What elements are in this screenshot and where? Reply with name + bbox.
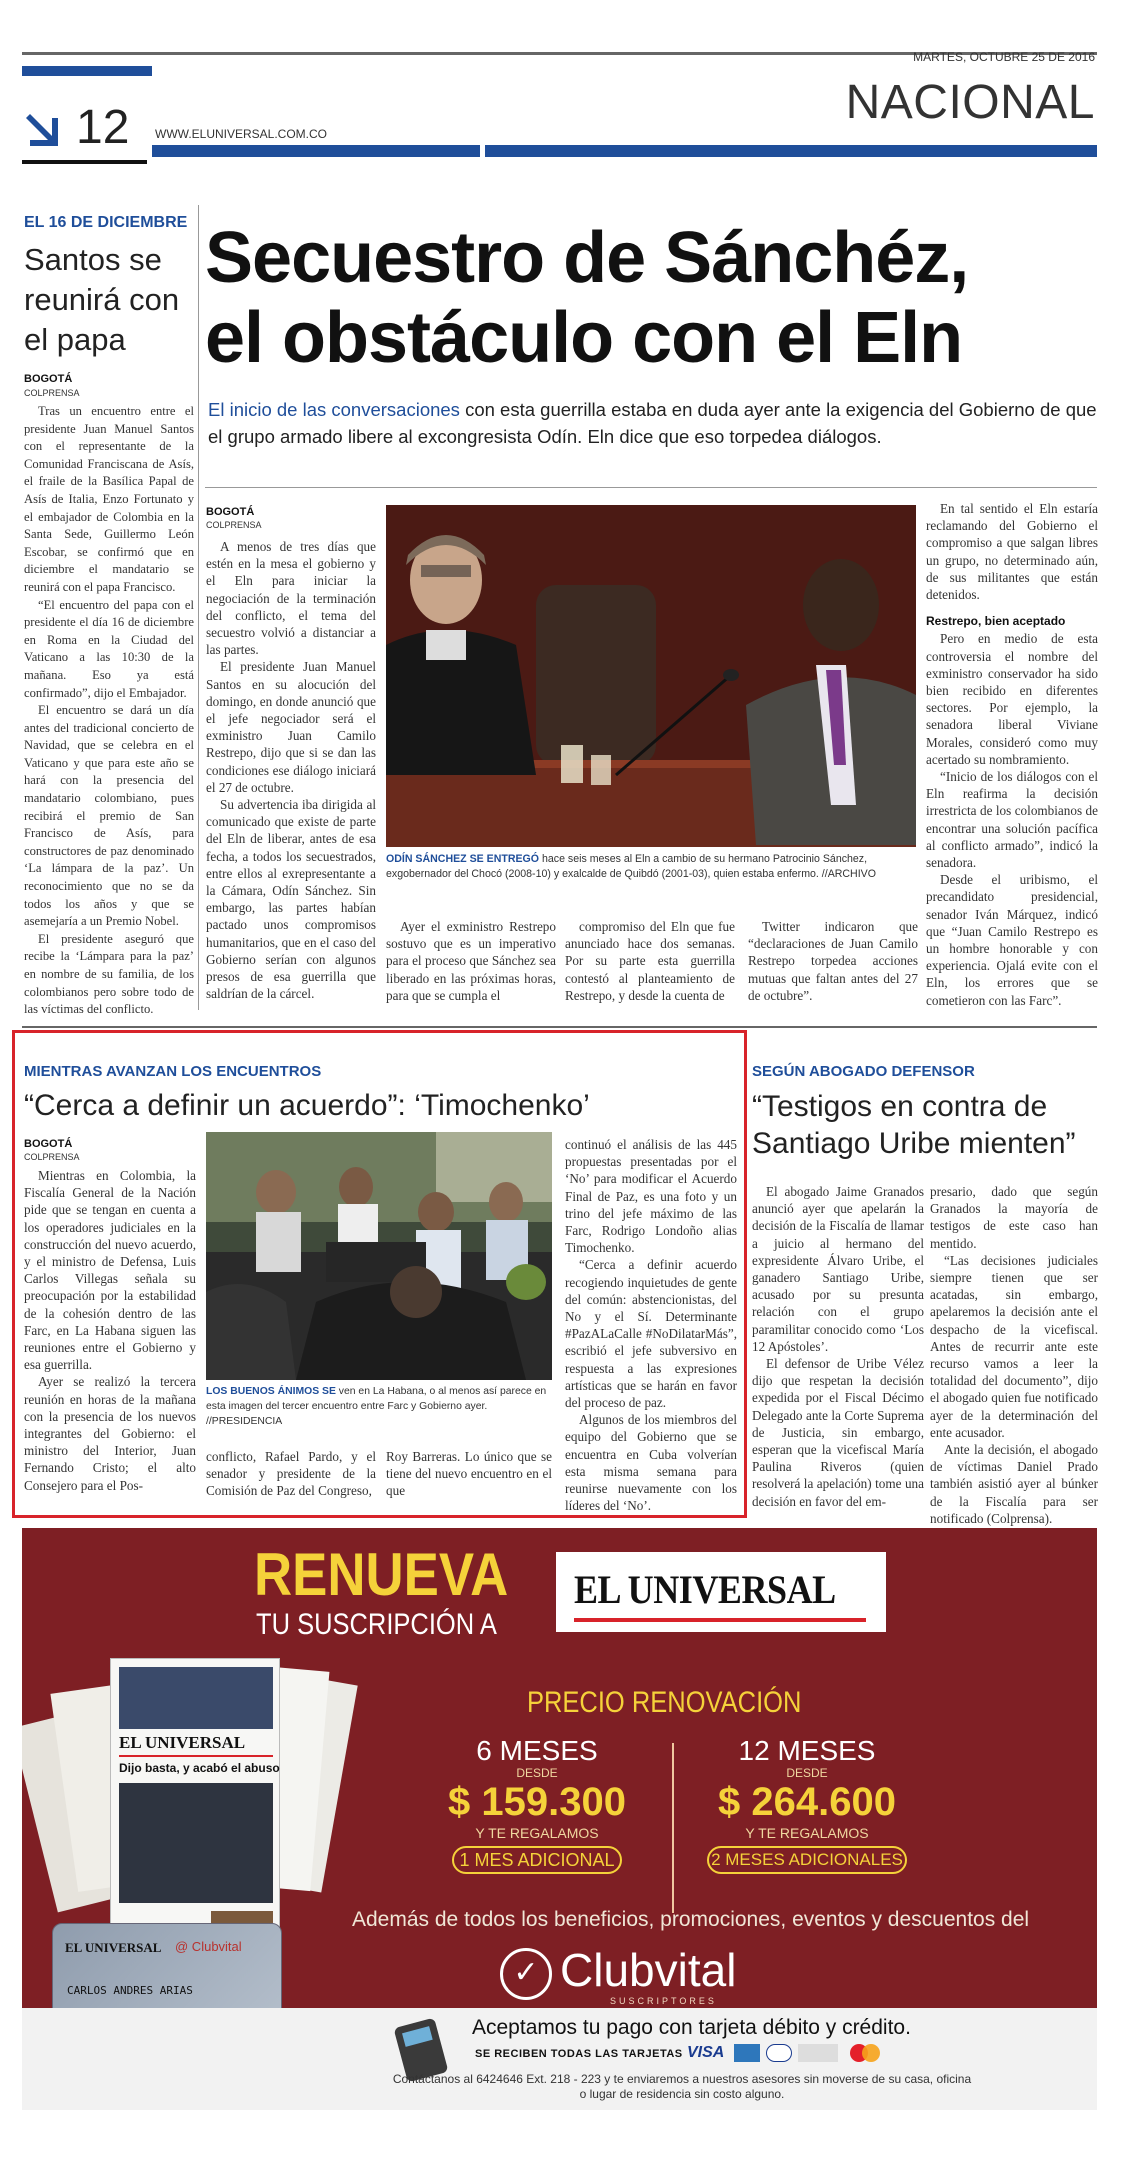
paragraph: El abogado Jaime Granados anunció ayer que apelarán la decisión de la Fiscalía de llamar a juicio al hermano del expresidente Álvaro Uribe, el ganadero Santiago Uribe, acusado por su presunta relación con el grupo paramilitar conocido como ‘Los 12 Apóstoles’. [752, 1184, 924, 1354]
paragraph: El defensor de Uribe Vélez dijo que respetan la decisión expedida por el Fiscal Décimo Delegado ante la Corte Suprema de Justicia, sin embargo, esperan que la vicefiscal María Paulina Riveros (quien resolverá la apelación) tome una decisión en favor del em- [752, 1356, 924, 1509]
page-arrow-icon [24, 108, 72, 156]
main-photo [386, 505, 916, 847]
ad-precio-renovacion: PRECIO RENOVACIÓN [527, 1686, 802, 1719]
header-blue-bar-2 [485, 145, 1097, 157]
paragraph: “Inicio de los diálogos con el Eln reafirma la decisión irrestricta de los colombianos de encontrar una solución pacífica al conflicto armado”, indicó la senadora. [926, 769, 1098, 871]
main-deck-lead: El inicio de las conversaciones [208, 399, 460, 420]
ad-logo-underline [574, 1618, 866, 1622]
paragraph: “Cerca a definir acuerdo recogiendo inquietudes de gente del común: abstencionistas, del No y el Sí. Determinante #PazALaCalle #NoDilatarMás”, escribió el jefe subversivo en respuesta a las expresiones artísticas que se harán en favor del proceso de paz. [565, 1257, 737, 1411]
story3-col-1 [752, 1183, 924, 1510]
story2-photo [206, 1132, 552, 1380]
ad-payment-strip [22, 2008, 1097, 2110]
ad-plan-6 [417, 1736, 657, 1874]
card-logo: EL UNIVERSAL [65, 1940, 162, 1955]
paragraph: Desde el uribismo, el precandidato presidencial, senador Iván Márquez, indicó que “Juan Camilo Restrepo es un hombre honorable y con experiencia. Ojalá evite con el Eln, los errores que se cometieron con las Farc”. [926, 872, 1098, 1008]
main-col-1 [206, 538, 376, 1002]
paragraph: continuó el análisis de las 445 propuestas presentadas por el ‘No’ para modificar el Acuerdo Final de Paz, es una foto y un trino del jefe máximo de las Farc, Rodrigo Londoño alias Timochenko. [565, 1137, 737, 1256]
main-right-subhead: Restrepo, bien aceptado [926, 614, 1066, 629]
ad-renueva: RENUEVA [254, 1541, 509, 1608]
paragraph: Mientras en Colombia, la Fiscalía General de la Nación pide que se tengan en cuenta a los operadores judiciales en la construcción del nuevo acuerdo, y el ministro de Defensa, Luis Carlos Villegas señala su preocupación por la estabilidad de la cohesión dentro de las Farc, en La Habana siguen las reuniones entre el Gobierno y esa guerrilla. [24, 1168, 196, 1373]
story2-under-col-2 [386, 1448, 552, 1500]
story2-caption-lead: LOS BUENOS ÁNIMOS SE [206, 1386, 336, 1397]
story2-agency: COLPRENSA [24, 1152, 80, 1162]
ad-plan-divider [672, 1743, 674, 1913]
section-title: NACIONAL [845, 76, 1095, 129]
paragraph: El encuentro se dará un día antes del tradicional concierto de Navidad, que se celebra en el Vaticano y que para este año se hará con la presencia del mandatario colombiano, pues recibirá el premio de San Francisco de Asís, para constructores de paz denominado ‘La lámpara de la paz’. Un reconocimiento que no se da todos los años y que se asemejaría a un Premio Nobel. [24, 703, 194, 929]
main-right-col [926, 500, 1098, 1009]
story2-col-3 [565, 1136, 737, 1514]
ad-front-page [110, 1658, 280, 1958]
amex-icon [734, 2044, 760, 2062]
paragraph: presario, dado que según Granados la mayoría de testigos de este caso han mentido. [930, 1184, 1098, 1251]
ad-clubvital: Clubvital [560, 1944, 737, 1996]
paragraph: A menos de tres días que estén en la mesa el gobierno y el Eln para iniciar la negociación de la terminación del conflicto, el tema del secuestro volvió a distanciar a las partes. [206, 539, 376, 658]
story2-kicker: MIENTRAS AVANZAN LOS ENCUENTROS [24, 1063, 322, 1080]
page-number-underline [22, 160, 147, 164]
front-page-photo-top [119, 1667, 273, 1729]
paragraph: Su advertencia iba dirigida al comunicado que existe de parte del Eln de liberar, antes de esa fecha, a todos los secuestrados, entre ellos al exrepresentante a la Cámara, Odín Sánchez. Sin embargo, las partes habían pactado unos compromisos humanitarios, que en el caso del Gobierno serían con algunos presos de esa guerrilla que saldrían de la cárcel. [206, 797, 376, 1002]
paragraph: Ante la decisión, el abogado de víctimas Daniel Prado también asistió ayer al búnker de la Fiscalía para ser notificado (Colprensa). [930, 1442, 1098, 1526]
card-club: @ Clubvital [175, 1939, 242, 1954]
card-name: CARLOS ANDRES ARIAS [67, 1984, 193, 1997]
ad-logo: EL UNIVERSAL [574, 1567, 836, 1612]
main-bottom-col-1 [386, 918, 556, 1004]
main-dateline: BOGOTÁ [206, 506, 255, 518]
ad-pay-text: Aceptamos tu pago con tarjeta débito y crédito. [472, 2016, 911, 2039]
subscription-ad [22, 1528, 1097, 2110]
paragraph: Algunos de los miembros del equipo del Gobierno que se encuentra en Cuba volverían esta misma semana para reunirse nuevamente con los líderes del ‘No’. [565, 1412, 737, 1514]
sidebar-dateline: BOGOTÁ [24, 373, 73, 385]
front-page-logo: EL UNIVERSAL [119, 1733, 246, 1752]
story3-kicker: SEGÚN ABOGADO DEFENSOR [752, 1063, 975, 1080]
sidebar-body [24, 403, 194, 1019]
sidebar-headline: Santos se reunirá con el papa [24, 242, 180, 357]
main-bottom-col-2 [565, 918, 735, 1004]
plan-6-term: 6 MESES [476, 1735, 598, 1766]
plan-12-gift: Y TE REGALAMOS [745, 1825, 869, 1841]
diners-club-icon [798, 2044, 838, 2062]
clubvital-icon: ✓ [500, 1948, 552, 2000]
front-page-headline: Dijo basta, y acabó el abuso [119, 1761, 280, 1775]
plan-12-bonus: 2 MESES ADICIONALES [707, 1846, 907, 1874]
ad-contact: Contáctanos al 6424646 Ext. 218 - 223 y te enviaremos a nuestros asesores sin moverse de su casa, oficina o lugar de residencia sin costo alguno. [392, 2072, 972, 2101]
ad-logo-box [556, 1552, 886, 1632]
front-page-photo-main [119, 1783, 273, 1903]
page-number: 12 [76, 101, 130, 154]
website-url: WWW.ELUNIVERSAL.COM.CO [155, 127, 328, 141]
plan-12-price: $ 264.600 [718, 1780, 896, 1824]
plan-12-desde: DESDE [786, 1766, 828, 1780]
story2-headline: “Cerca a definir un acuerdo”: ‘Timochenko’ [24, 1089, 590, 1122]
ad-suscriptores: SUSCRIPTORES [610, 1996, 717, 2006]
main-photo-caption [386, 852, 916, 882]
visa-icon: VISA [687, 2044, 725, 2061]
paragraph: El presidente Juan Manuel Santos en su alocución del domingo, en donde anunció que el jefe negociador será el exministro Juan Camilo Restrepo, dijo que si se dan las condiciones ese diálogo iniciará el 27 de octubre. [206, 659, 376, 795]
main-photo-caption-text: hace seis meses al Eln a cambio de su hermano Patrocinio Sánchez, exgobernador del Chocó (2008-10) y exalcalde de Quibdó (2001-03), quien estaba enfermo. //ARCHIVO [386, 853, 876, 880]
paragraph: Ayer el exministro Restrepo sostuvo que es un imperativo para el proceso que Sánchez sea liberado en las próximas horas, para que se cumpla el [386, 919, 556, 1003]
sidebar-divider [198, 205, 199, 1010]
plan-6-bonus: 1 MES ADICIONAL [452, 1846, 622, 1874]
story3-headline: “Testigos en contra de Santiago Uribe mienten” [752, 1090, 1076, 1160]
paragraph: Roy Barreras. Lo único que se tiene del nuevo encuentro en el que [386, 1449, 552, 1499]
paragraph: Pero en medio de esta controversia el nombre del exministro conservador ha sido bien recibido en diferentes sectores. Por ejemplo, la senadora liberal Viviane Morales, consideró como muy acertado su nombramiento. [926, 631, 1098, 767]
paragraph: compromiso del Eln que fue anunciado hace dos semanas. Por su parte esta guerrilla contestó al planteamiento de Restrepo, y desde la cuenta de [565, 919, 735, 1003]
diners-icon [766, 2044, 792, 2062]
story2-col-1 [24, 1167, 196, 1494]
front-page-rule [119, 1755, 273, 1757]
header-date: MARTES, OCTUBRE 25 DE 2016 [913, 50, 1095, 64]
section-separator [22, 1026, 1097, 1028]
paragraph: Tras un encuentro entre el presidente Juan Manuel Santos con el representante de la Comunidad Franciscana de Asís, el fraile de la Basílica Papal de Asís de Italia, Enzo Fortunato y el embajador de Colombia en la Santa Sede, Guillermo León Escobar, se confirmó que en diciembre el mandatario se reunirá con el papa Francisco. [24, 404, 194, 594]
sidebar-kicker: EL 16 DE DICIEMBRE [24, 214, 188, 231]
story2-caption-text: ven en La Habana, o al menos así parece en esta imagen del tercer encuentro entre Farc y Gobierno ayer. //PRESIDENCIA [206, 1386, 547, 1427]
story3-col-2 [930, 1183, 1098, 1527]
paragraph: “Las decisiones judiciales siempre tienen que ser acatadas, sin embargo, apelaremos la decisión ante el despacho de la vicefiscal. Antes de recurrir ante este recurso vamos a leer la totalidad del documento”, dijo el abogado quien fue notificado ayer de la determinación del ente acusador. [930, 1252, 1098, 1440]
story2-under-col-1 [206, 1448, 376, 1500]
paragraph: En tal sentido el Eln estaría reclamando del Gobierno el compromiso a que salgan libres un grupo, no determinado aún, de sus militantes que están detenidos. [926, 501, 1098, 603]
plan-12-term: 12 MESES [738, 1735, 876, 1766]
ad-newspaper-fan [30, 1648, 350, 1968]
sidebar-agency: COLPRENSA [24, 388, 80, 398]
story2-dateline: BOGOTÁ [24, 1138, 73, 1150]
paragraph: Ayer se realizó la tercera reunión en horas de la mañana con la presencia de los nuevos integrantes del Gobierno: el ministro del Interior, Juan Fernando Cristo; el alto Consejero para el Pos- [24, 1374, 196, 1493]
plan-6-gift: Y TE REGALAMOS [475, 1825, 599, 1841]
plan-6-price: $ 159.300 [448, 1780, 626, 1824]
header-left-blue-bar [22, 66, 152, 76]
mastercard-icon [848, 2044, 882, 2062]
paragraph: El presidente aseguró que recibe la ‘Lámpara para la paz’ en nombre de su familia, de los colombianos pero sobre todo de las víctimas del conflicto. [24, 931, 194, 1017]
story2-photo-caption [206, 1384, 552, 1429]
ad-benefits: Además de todos los beneficios, promociones, eventos y descuentos del [352, 1908, 1030, 1931]
main-deck-rest: con esta guerrilla estaba en duda ayer ante la exigencia del Gobierno de que el grupo armado libere al excongresista Odín. Eln dice que eso torpedea diálogos. [208, 399, 1097, 447]
plan-6-desde: DESDE [516, 1766, 558, 1780]
header-blue-bar-1 [152, 145, 480, 157]
ad-tu-suscripcion: TU SUSCRIPCIÓN A [256, 1608, 497, 1641]
paragraph: “El encuentro del papa con el presidente el día 16 de diciembre en Roma en la Ciudad del Vaticano a las 10:30 de la mañana. Eso ya está confirmado”, dijo el Embajador. [24, 597, 194, 700]
paragraph: Twitter indicaron que “declaraciones de Juan Camilo Restrepo torpedea acciones mutuas que faltan antes del 27 de octubre”. [748, 919, 918, 1003]
main-photo-caption-lead: ODÍN SÁNCHEZ SE ENTREGÓ [386, 853, 540, 865]
main-deck-rule [205, 487, 1097, 488]
main-bottom-col-3 [748, 918, 918, 1004]
main-headline-line-2: el obstáculo con el Eln [205, 298, 963, 378]
ad-plan-12 [687, 1736, 927, 1874]
paragraph: conflicto, Rafael Pardo, y el senador y presidente de la Comisión de Paz del Congreso, [206, 1449, 376, 1499]
main-agency: COLPRENSA [206, 520, 262, 530]
ad-cards-text: SE RECIBEN TODAS LAS TARJETAS [475, 2048, 683, 2060]
terminal-screen [402, 2026, 433, 2047]
main-deck [208, 396, 1098, 450]
main-headline-line-1: Secuestro de Sánchéz, [205, 218, 969, 298]
